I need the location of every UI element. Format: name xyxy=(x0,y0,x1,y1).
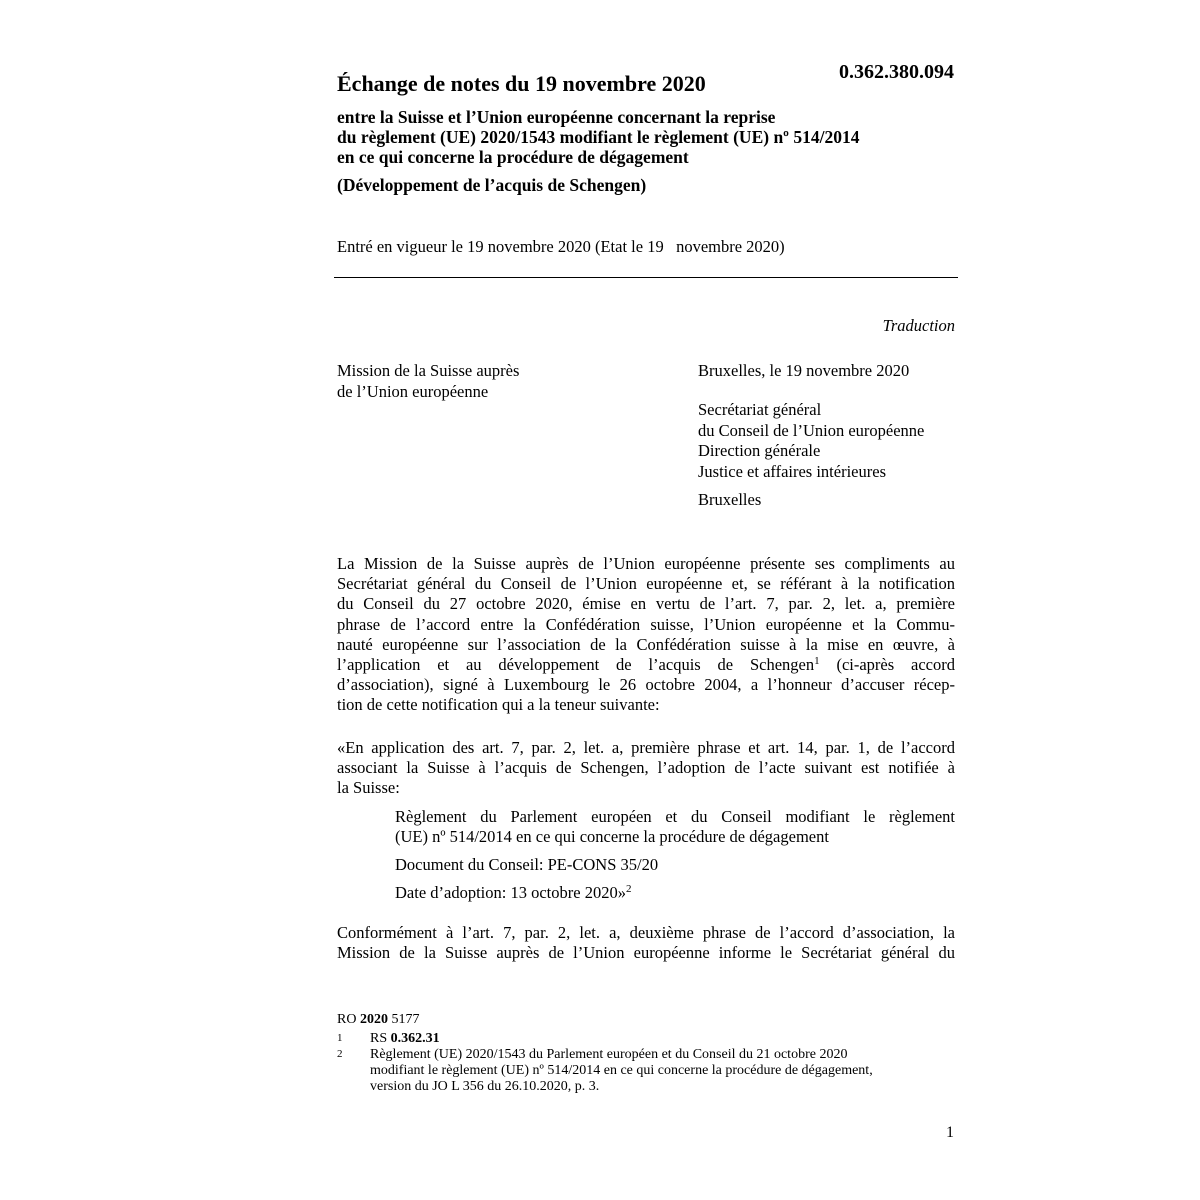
paragraph-line: la Suisse: xyxy=(337,778,400,798)
body-paragraph-information xyxy=(337,923,955,963)
footnote-2-number: 2 xyxy=(337,1048,343,1060)
document-subtitle xyxy=(337,107,957,167)
footnote-ref-2[interactable]: 2 xyxy=(625,883,632,895)
recipient-line: Direction générale xyxy=(698,441,821,460)
sender-line: de l’Union européenne xyxy=(337,381,489,401)
footnote-2-text xyxy=(370,1047,873,1095)
ro-prefix: RO xyxy=(337,1012,360,1027)
ro-year: 2020 xyxy=(359,1012,388,1027)
subtitle-line: entre la Suisse et l’Union européenne concernant la reprise xyxy=(337,107,776,127)
ro-page: 5177 xyxy=(387,1012,420,1027)
paragraph-line: «En application des art. 7, par. 2, let. a, première phrase et art. 14, par. 1, de l’accord xyxy=(337,738,955,757)
paragraph-line: tion de cette notification qui a la teneur suivante: xyxy=(337,695,660,715)
official-compilation-reference xyxy=(337,1012,419,1028)
paragraph-line: Secrétariat général du Conseil de l’Union européenne et, se référant à la notification xyxy=(337,574,955,594)
paragraph-line: du Conseil du 27 octobre 2020, émise en vertu de l’art. 7, par. 2, let. a, première xyxy=(337,594,955,614)
header-divider xyxy=(334,277,958,278)
recipient-block xyxy=(698,400,924,482)
sender-block xyxy=(337,361,519,402)
sender-line: Mission de la Suisse auprès xyxy=(337,361,520,380)
footnote-line: Règlement (UE) 2020/1543 du Parlement européen et du Conseil du 21 octobre 2020 xyxy=(370,1047,848,1062)
paragraph-line: (UE) nº 514/2014 en ce qui concerne la procédure de dégagement xyxy=(395,827,829,847)
footnote-1-number: 1 xyxy=(337,1032,343,1044)
recipient-city: Bruxelles xyxy=(698,490,762,509)
paragraph-line: Règlement du Parlement européen et du Conseil modifiant le règlement xyxy=(395,807,955,826)
subtitle-line: du règlement (UE) 2020/1543 modifiant le règlement (UE) nº 514/2014 xyxy=(337,127,860,147)
document-title: Échange de notes du 19 novembre 2020 xyxy=(337,71,706,96)
footnote-line: version du JO L 356 du 26.10.2020, p. 3. xyxy=(370,1079,600,1094)
paragraph-line: Conformément à l’art. 7, par. 2, let. a, deuxième phrase de l’accord d’association, la xyxy=(337,923,955,942)
regulation-title xyxy=(395,807,955,847)
footnote-ref-1[interactable]: 1 xyxy=(814,655,820,668)
footnote-prefix: RS xyxy=(370,1031,391,1046)
place-date: Bruxelles, le 19 novembre 2020 xyxy=(698,361,910,380)
schengen-development-title: (Développement de l’acquis de Schengen) xyxy=(337,175,647,195)
page-number: 1 xyxy=(946,1124,954,1141)
sr-number: 0.362.380.094 xyxy=(839,61,954,83)
paragraph-line: La Mission de la Suisse auprès de l’Union européenne présente ses compliments au xyxy=(337,554,955,573)
line-text: Date d’adoption: 13 octobre 2020» xyxy=(395,883,626,902)
paragraph-line: Mission de la Suisse auprès de l’Union européenne informe le Secrétariat général du xyxy=(337,943,955,963)
footnote-line: modifiant le règlement (UE) nº 514/2014 en ce qui concerne la procédure de dégagement, xyxy=(370,1063,873,1078)
line-text: (ci-après accord xyxy=(819,655,955,675)
paragraph-line: phrase de l’accord entre la Confédération suisse, l’Union européenne et la Commu- xyxy=(337,614,955,634)
line-text: l’application et au développement de l’acquis de Schengen xyxy=(337,655,815,675)
paragraph-line: associant la Suisse à l’acquis de Schengen, l’adoption de l’acte suivant est notifiée à xyxy=(337,758,955,778)
paragraph-line: d’association), signé à Luxembourg le 26 octobre 2004, a l’honneur d’accuser récep- xyxy=(337,675,955,695)
adoption-date xyxy=(395,883,955,903)
body-paragraph-acknowledgement xyxy=(337,554,955,716)
paragraph-line xyxy=(337,655,955,675)
body-paragraph-notification xyxy=(337,738,955,799)
recipient-line: Secrétariat général xyxy=(698,400,822,419)
recipient-line: Justice et affaires intérieures xyxy=(698,461,886,481)
subtitle-line: en ce qui concerne la procédure de dégagement xyxy=(337,147,689,167)
recipient-line: du Conseil de l’Union européenne xyxy=(698,420,925,440)
translation-note: Traduction xyxy=(882,316,955,335)
council-document: Document du Conseil: PE-CONS 35/20 xyxy=(395,855,659,874)
paragraph-line: nauté européenne sur l’association de la Confédération suisse à la mise en œuvre, à xyxy=(337,634,955,654)
footnote-1-text xyxy=(370,1031,440,1047)
entry-into-force: Entré en vigueur le 19 novembre 2020 (Etat le 19 novembre 2020) xyxy=(337,237,785,256)
footnote-sr-link[interactable]: 0.362.31 xyxy=(390,1031,440,1046)
